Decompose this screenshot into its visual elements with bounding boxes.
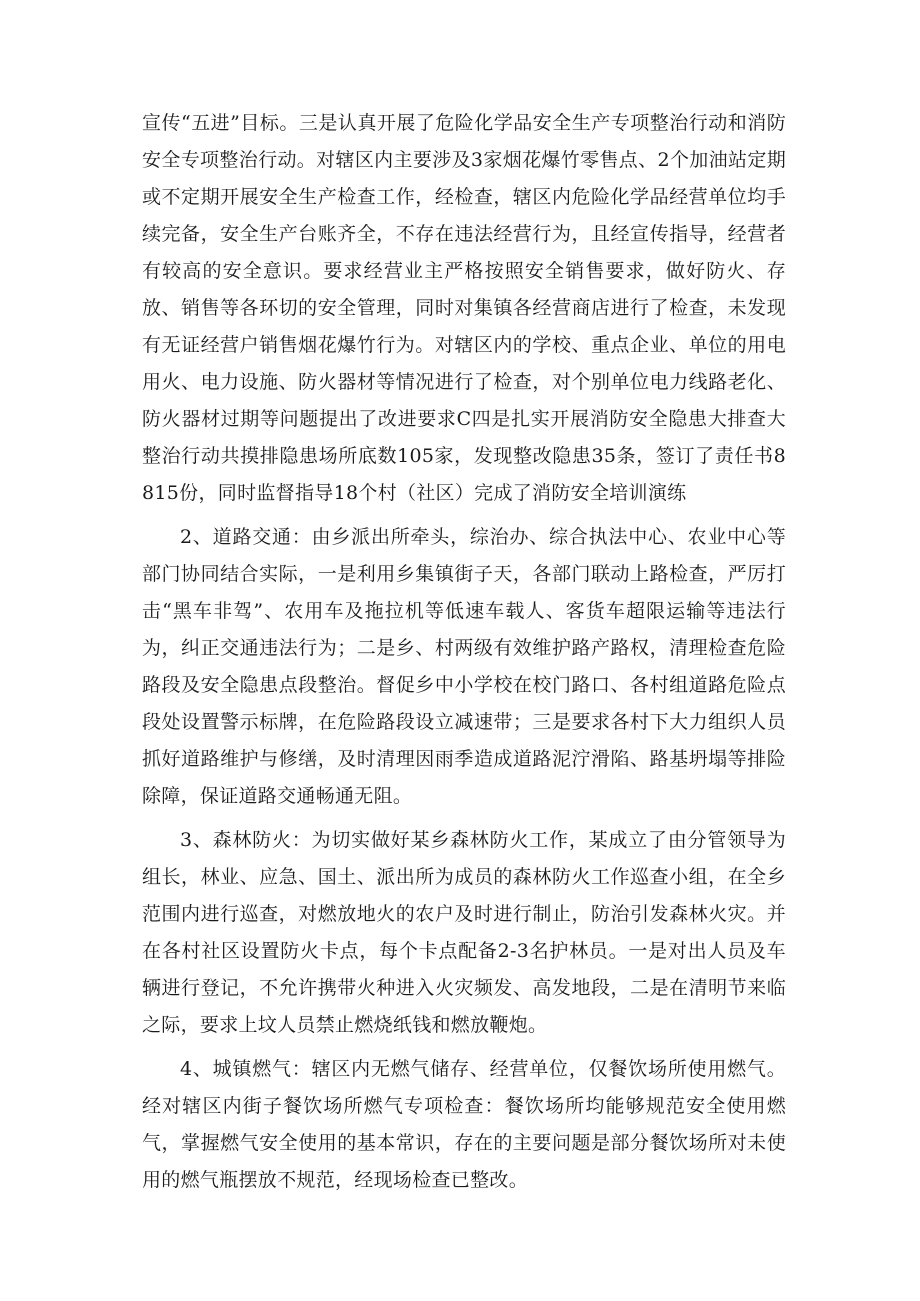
paragraph-road-traffic: 2、道路交通：由乡派出所牵头，综治办、综合执法中心、农业中心等部门协同结合实际，一是利用乡集镇街子天，各部门联动上路检查，严厉打击“黑车非驾”、农用车及拖拉机等低速车载人、客货车超限运输等违法行为，纠正交通违法行为；二是乡、村两级有效维护路产路权，清理检查危险路段及安全隐患点段整治。督促乡中小学校在校门路口、各村组道路危险点段处设置警示标牌，在危险路段设立减速带；三是要求各村下大力组织人员抓好道路维护与修缮，及时清理因雨季造成道路泥泞滑陷、路基坍塌等排险除障，保证道路交通畅通无阻。 (142, 526, 786, 807)
paragraph-hazardous-chemicals-fire-safety: 宣传“五进”目标。三是认真开展了危险化学品安全生产专项整治行动和消防安全专项整治行动。对辖区内主要涉及3家烟花爆竹零售点、2个加油站定期或不定期开展安全生产检查工作，经检查，辖区内危险化学品经营单位均手续完备，安全生产台账齐全，不存在违法经营行为，且经宣传指导，经营者有较高的安全意识。要求经营业主严格按照安全销售要求，做好防火、存放、销售等各环切的安全管理，同时对集镇各经营商店进行了检查，未发现有无证经营户销售烟花爆竹行为。对辖区内的学校、重点企业、单位的用电用火、电力设施、防火器材等情况进行了检查，对个别单位电力线路老化、防火器材过期等问题提出了改进要求C四是扎实开展消防安全隐患大排查大整治行动共摸排隐患场所底数105家，发现整改隐患35条，签订了责任书8815份，同时监督指导18个村（社区）完成了消防安全培训演练 (142, 112, 786, 504)
paragraph-urban-gas: 4、城镇燃气：辖区内无燃气储存、经营单位，仅餐饮场所使用燃气。经对辖区内街子餐饮场所燃气专项检查：餐饮场所均能够规范安全使用燃气，掌握燃气安全使用的基本常识，存在的主要问题是部分餐饮场所对未使用的燃气瓶摆放不规范，经现场检查已整改。 (142, 1058, 786, 1191)
paragraph-forest-fire-prevention: 3、森林防火：为切实做好某乡森林防火工作，某成立了由分管领导为组长，林业、应急、国土、派出所为成员的森林防火工作巡查小组，在全乡范围内进行巡查，对燃放地火的农户及时进行制止，防治引发森林火灾。并在各村社区设置防火卡点，每个卡点配备2-3名护林员。一是对出人员及车辆进行登记，不允许携带火种进入火灾频发、高发地段，二是在清明节来临之际，要求上坟人员禁止燃烧纸钱和燃放鞭炮。 (142, 829, 786, 1036)
